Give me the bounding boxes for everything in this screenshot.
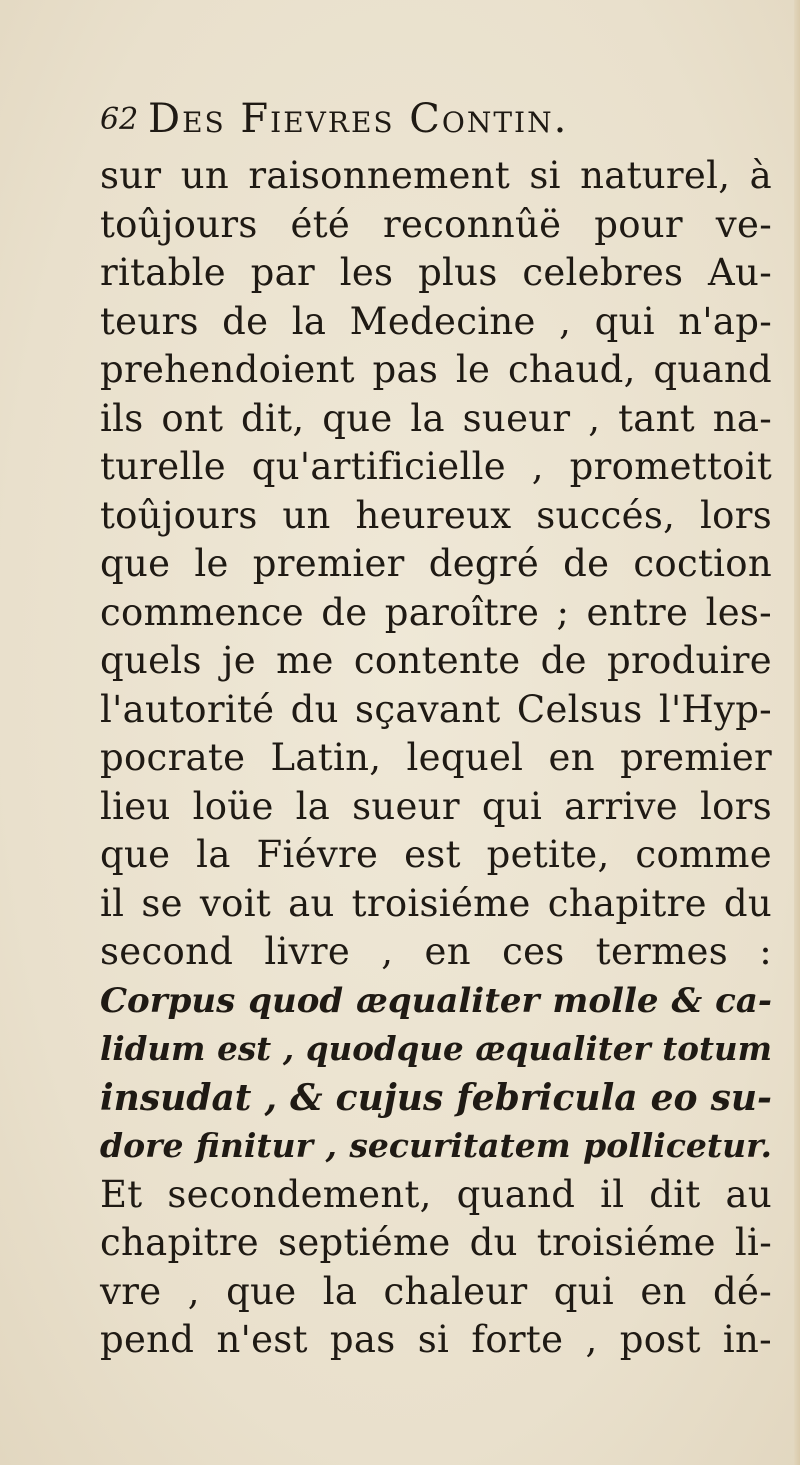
- text-line: pocrate Latin, lequel en premier: [100, 736, 772, 779]
- text-line: toûjours un heureux succés, lors: [100, 493, 772, 537]
- latin-quote-line: lidum est , quodque æqualiter totum: [100, 1029, 772, 1068]
- text-line: chapitre septiéme du troisiéme li-: [100, 1221, 772, 1264]
- latin-quote-line: dore finitur , securitatem pollicetur.: [100, 1126, 772, 1165]
- text-line: que le premier degré de coction: [100, 542, 772, 585]
- latin-quote-line: insudat , & cujus febricula eo su-: [100, 1076, 772, 1119]
- text-line: teurs de la Medecine , qui n'ap-: [100, 299, 772, 343]
- text-line: lieu loüe la sueur qui arrive lors: [100, 784, 772, 828]
- text-line: sur un raisonnement si naturel, à: [100, 154, 772, 197]
- text-line: quels je me contente de produire: [100, 639, 772, 682]
- latin-quote-line: Corpus quod æqualiter molle & ca-: [100, 980, 772, 1021]
- text-line: toûjours été reconnûë pour ve-: [100, 202, 772, 246]
- text-line: second livre , en ces termes :: [100, 930, 772, 973]
- text-line: prehendoient pas le chaud, quand: [100, 348, 772, 391]
- text-line: pend n'est pas si forte , post in-: [100, 1318, 772, 1361]
- text-line: l'autorité du sçavant Celsus l'Hyp-: [100, 687, 772, 731]
- page-edge: [794, 0, 800, 1465]
- text-line: commence de paroître ; entre les-: [100, 590, 772, 634]
- text-line: que la Fiévre est petite, comme: [100, 833, 772, 876]
- text-line: vre , que la chaleur qui en dé-: [100, 1269, 772, 1313]
- text-line: ils ont dit, que la sueur , tant na-: [100, 396, 772, 440]
- text-line: ritable par les plus celebres Au-: [100, 251, 772, 294]
- text-line: turelle qu'artificielle , promettoit: [100, 445, 772, 488]
- body-text: [100, 152, 772, 1365]
- text-line: il se voit au troisiéme chapitre du: [100, 881, 772, 925]
- page-header: [100, 96, 760, 152]
- page-number: 62: [100, 102, 139, 137]
- text-line: Et secondement, quand il dit au: [100, 1172, 772, 1216]
- running-head: Des Fievres Contin.: [148, 96, 569, 142]
